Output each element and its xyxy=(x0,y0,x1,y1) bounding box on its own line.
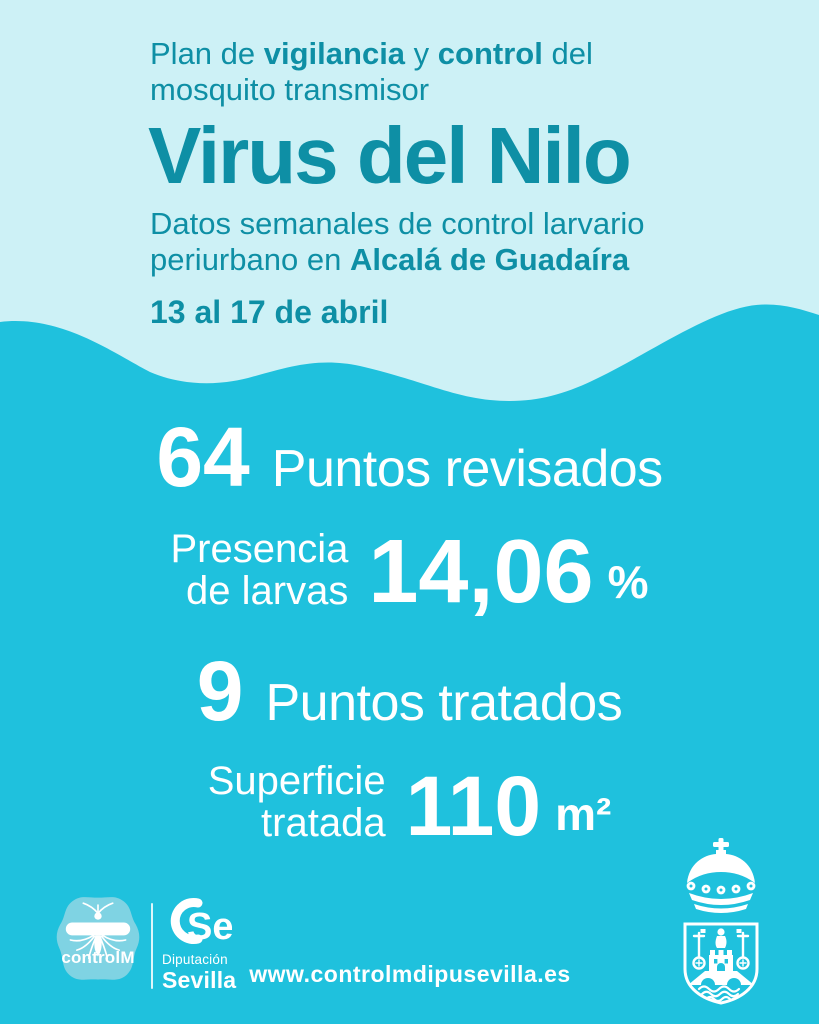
subtitle-text xyxy=(150,206,770,278)
stat-unit: m² xyxy=(555,788,612,840)
stat-points-reviewed xyxy=(0,410,819,504)
intro-part2: y xyxy=(405,36,438,71)
stat-value: 64 xyxy=(156,410,250,504)
stat-points-treated xyxy=(0,644,819,738)
stat-unit: % xyxy=(607,556,649,608)
stat-label-line2: de larvas xyxy=(186,569,349,613)
intro-line2: mosquito transmisor xyxy=(150,71,430,107)
subtitle-line1: Datos semanales de control larvario xyxy=(150,205,645,241)
stat-value: 110 xyxy=(405,759,542,854)
diputacion-label: Diputación xyxy=(162,952,228,967)
website-url[interactable]: www.controlmdipusevilla.es xyxy=(249,961,571,987)
intro-part3: del xyxy=(542,36,593,71)
sevilla-label: Sevilla xyxy=(162,967,237,993)
stat-surface-treated xyxy=(0,759,819,854)
stat-larvae-presence xyxy=(0,521,819,622)
header-section xyxy=(150,36,770,331)
intro-bold-vigilancia: vigilancia xyxy=(263,36,406,71)
page-title: Virus del Nilo xyxy=(148,110,630,200)
subtitle-line2-prefix: periurbano en xyxy=(150,241,350,277)
coat-of-arms-icon xyxy=(672,836,770,1012)
subtitle-location: Alcalá de Guadaíra xyxy=(349,241,630,277)
stat-label-line1: Presencia xyxy=(170,527,349,571)
stat-label-line1: Superficie xyxy=(207,759,386,803)
stat-value: 9 xyxy=(196,644,244,738)
intro-bold-control: control xyxy=(437,36,543,71)
stat-label xyxy=(170,528,348,612)
stat-label: Puntos revisados xyxy=(271,440,663,498)
controlm-label: controlM xyxy=(61,948,135,967)
se-mark-text: Se xyxy=(187,906,232,945)
stat-label: Puntos tratados xyxy=(265,674,623,732)
stat-value: 14,06 xyxy=(368,521,594,622)
intro-text xyxy=(150,36,770,108)
intro-part1: Plan de xyxy=(150,36,264,71)
date-range: 13 al 17 de abril xyxy=(150,293,389,330)
stat-label-line2: tratada xyxy=(261,801,386,845)
se-mark-icon xyxy=(162,897,232,945)
stat-label xyxy=(208,760,386,844)
